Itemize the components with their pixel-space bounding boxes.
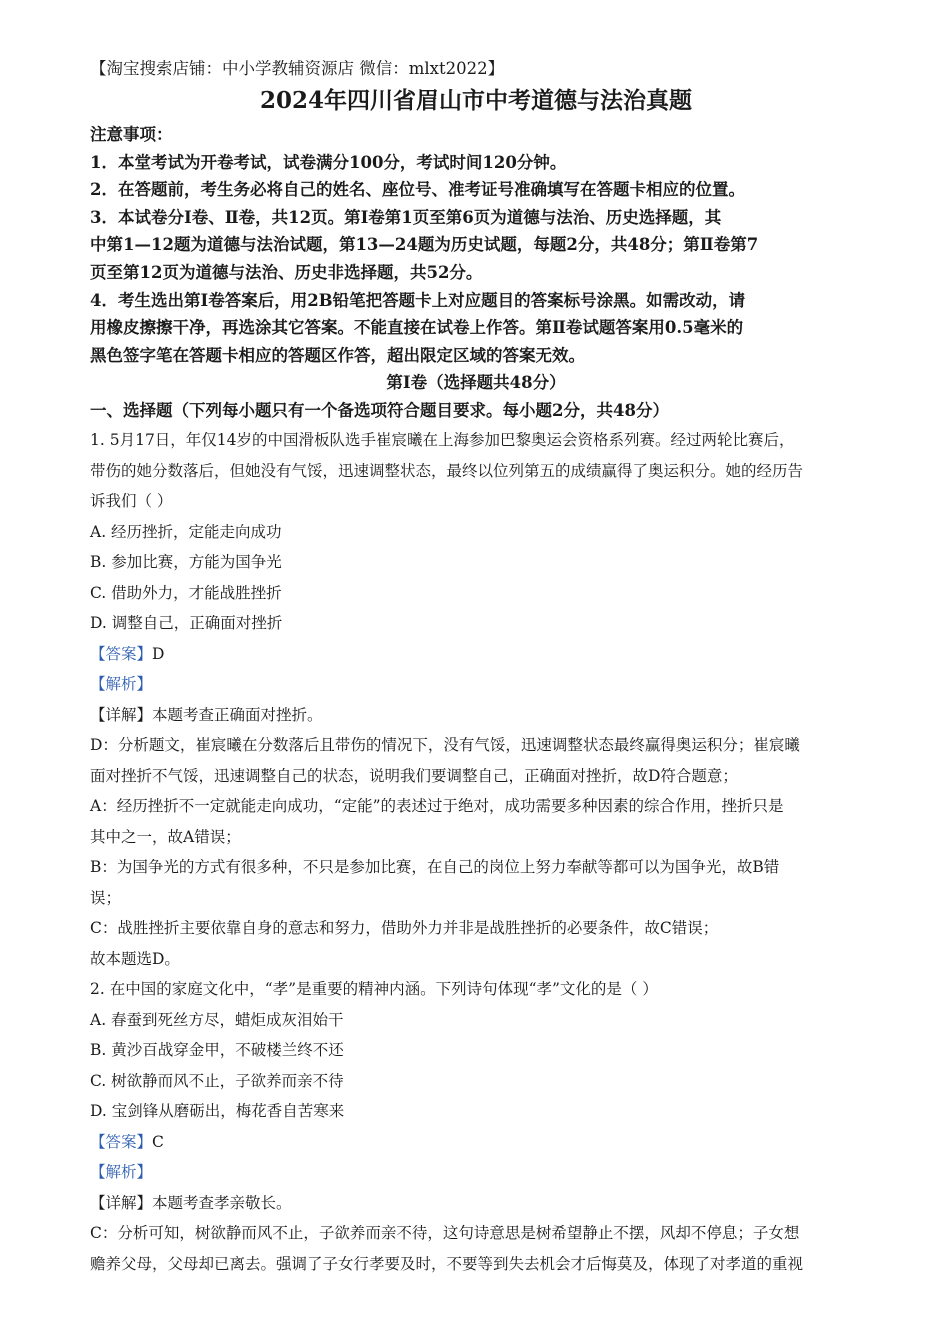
exam-page [90,56,862,1279]
option-b: B. 黄沙百战穿金甲，不破楼兰终不还 [90,1041,344,1060]
detail-line: 其中之一，故A错误； [90,827,241,846]
notice-block [90,121,862,369]
question-stem: 2. 在中国的家庭文化中，“孝”是重要的精神内涵。下列诗句体现“孝”文化的是（ ） [90,980,658,999]
notice-line: 用橡皮擦擦干净，再选涂其它答案。不能直接在试卷上作答。第Ⅱ卷试题答案用0.5毫米的 [90,318,744,338]
detail-line: 【详解】本题考查正确面对挫折。 [90,705,323,724]
detail-line: 面对挫折不气馁，迅速调整自己的状态，说明我们要调整自己，正确面对挫折，故D符合题意； [90,766,738,785]
question-stem: 1. 5月17日，年仅14岁的中国滑板队选手崔宸曦在上海参加巴黎奥运会资格系列赛。经过两轮比赛后， [90,431,795,450]
answer-value: D [152,644,165,663]
detail-line: 误； [90,888,122,907]
detail-line: C：战胜挫折主要依靠自身的意志和努力，借助外力并非是战胜挫折的必要条件，故C错误； [90,919,719,938]
question-stem: 诉我们（ ） [90,492,173,511]
detail-line: 【详解】本题考查孝亲敬长。 [90,1193,292,1212]
answer-label: 【答案】 [90,644,153,663]
option-d: D. 调整自己，正确面对挫折 [90,614,283,633]
detail-line: 赡养父母，父母却已离去。强调了子女行孝要及时，不要等到失去机会才后悔莫及，体现了对孝道的重视 [90,1254,804,1273]
detail-line: C：分析可知，树欲静而风不止，子欲养而亲不待，这句诗意思是树希望静止不摆，风却不停息；子女想 [90,1224,800,1243]
option-c: C. 树欲静而风不止，子欲养而亲不待 [90,1071,344,1090]
section1-title: 一、选择题（下列每小题只有一个备选项符合题目要求。每小题2分，共48分） [90,401,669,421]
answer-label: 【答案】 [90,1132,153,1151]
notice-line: 2．在答题前，考生务必将自己的姓名、座位号、准考证号准确填写在答题卡相应的位置。 [90,180,745,200]
detail-line: 故本题选D。 [90,949,180,968]
detail-line: A：经历挫折不一定就能走向成功，“定能”的表述过于绝对，成功需要多种因素的综合作用，挫折只是 [90,797,784,816]
answer-value: C [152,1132,164,1151]
header-note: 【淘宝搜索店铺：中小学教辅资源店 微信：mlxt2022】 [90,59,505,78]
question-1 [90,425,862,974]
notice-line: 页至第12页为道德与法治、历史非选择题，共52分。 [90,262,483,282]
analysis-label: 【解析】 [90,675,153,694]
analysis-label: 【解析】 [90,1163,153,1182]
part1-title: 第Ⅰ卷（选择题共48分） [386,373,566,393]
option-c: C. 借助外力，才能战胜挫折 [90,583,282,602]
notice-line: 3．本试卷分Ⅰ卷、Ⅱ卷，共12页。第Ⅰ卷第1页至第6页为道德与法治、历史选择题，其 [90,207,722,227]
option-b: B. 参加比赛，方能为国争光 [90,553,282,572]
option-a: A. 经历挫折，定能走向成功 [90,522,282,541]
detail-line: B：为国争光的方式有很多种，不只是参加比赛，在自己的岗位上努力奉献等都可以为国争光，故B错 [90,858,780,877]
notice-line: 中第1—12题为道德与法治试题，第13—24题为历史试题，每题2分，共48分；第Ⅱ卷第7 [90,235,759,255]
detail-line: D：分析题文，崔宸曦在分数落后且带伤的情况下，没有气馁，迅速调整状态最终赢得奥运积分；崔宸曦 [90,736,800,755]
question-2 [90,974,862,1279]
notice-heading: 注意事项： [90,125,173,144]
notice-line: 4．考生选出第Ⅰ卷答案后，用2B铅笔把答题卡上对应题目的答案标号涂黑。如需改动，请 [90,290,746,310]
option-d: D. 宝剑锋从磨砺出，梅花香自苦寒来 [90,1102,345,1121]
question-stem: 带伤的她分数落后，但她没有气馁，迅速调整状态，最终以位列第五的成绩赢得了奥运积分。她的经历告 [90,461,804,480]
notice-line: 1．本堂考试为开卷考试，试卷满分100分，考试时间120分钟。 [90,152,567,172]
answer-line [90,1127,862,1158]
answer-line [90,639,862,670]
page-title: 2024年四川省眉山市中考道德与法治真题 [259,87,692,114]
option-a: A. 春蚕到死丝方尽，蜡炬成灰泪始干 [90,1010,344,1029]
notice-line: 黑色签字笔在答题卡相应的答题区作答，超出限定区域的答案无效。 [90,345,585,365]
